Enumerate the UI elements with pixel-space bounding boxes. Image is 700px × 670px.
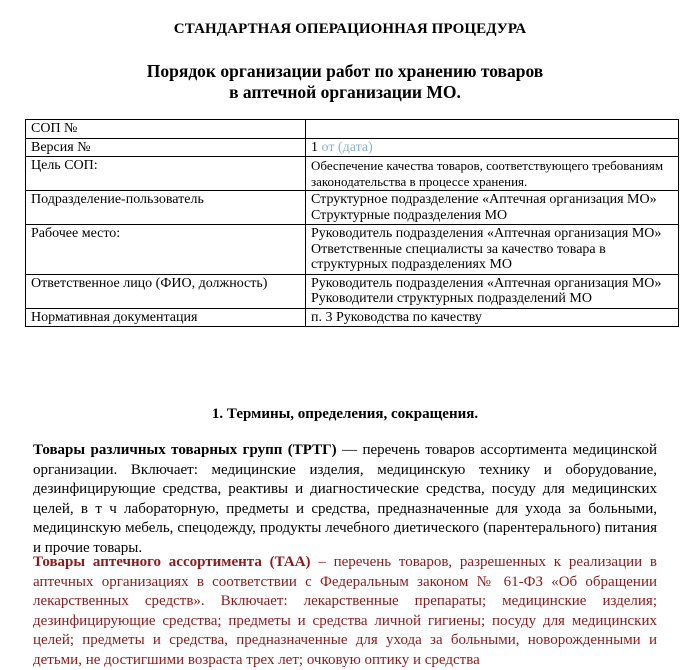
row-value-line: Руководители структурных подразделений МО	[311, 291, 592, 306]
document-subtitle	[0, 61, 690, 103]
row-label: Нормативная документация	[26, 308, 306, 327]
sop-metadata-table	[25, 119, 679, 327]
row-value: Обеспечение качества товаров, соответствующего требованиям законодательства в процессе хранения.	[306, 157, 679, 191]
row-label: СОП №	[26, 120, 306, 139]
definition-term: Товары аптечного ассортимента (ТАА)	[33, 554, 311, 570]
row-value	[306, 191, 679, 225]
row-value	[306, 138, 679, 157]
row-value	[306, 274, 679, 308]
subtitle-line-1: Порядок организации работ по хранению товаров	[146, 61, 544, 81]
table-row	[26, 120, 679, 139]
definition-text: — перечень товаров ассортимента медицинской организации. Включает: медицинские изделия, медицинскую технику и оборудование, дезинфицирующие средства, реактивы и диагностические средства, посуду для медицинских целей, в т ч лабораторную, предметы и средства, предназначенные для ухода за больными, медицинскую мебель, спецодежду, продукты лечебного диетического (парентерального) питания и прочие товары.	[33, 442, 658, 556]
row-label: Цель СОП:	[26, 157, 306, 191]
row-label: Подразделение-пользователь	[26, 191, 306, 225]
row-label: Рабочее место:	[26, 225, 306, 275]
section-heading: 1. Термины, определения, сокращения.	[211, 406, 479, 422]
definition-text: – перечень товаров, разрешенных к реализации в аптечных организациях в соответствии с Федеральным законом № 61-ФЗ «Об обращении лекарственных средств». Включает: лекарственные препараты; медицинские изделия; дезинфицирующие средства; предметы и средства личной гигиены; посуду для медицинских целей; предметы и средства, предназначенные для ухода за больными, новорожденными и детьми, не достигшими возраста трех лет; очковую оптику и средства	[33, 554, 658, 668]
subtitle-line-2: в аптечной организации МО.	[229, 82, 461, 102]
definition-term: Товары различных товарных групп (ТРТГ)	[33, 442, 337, 458]
version-date-note: от (дата)	[321, 139, 373, 155]
row-label: Версия №	[26, 138, 306, 157]
definition-paragraph	[33, 441, 657, 558]
table-row	[26, 274, 679, 308]
table-row	[26, 225, 679, 275]
document-title: СТАНДАРТНАЯ ОПЕРАЦИОННАЯ ПРОЦЕДУРА	[173, 21, 527, 37]
row-label: Ответственное лицо (ФИО, должность)	[26, 274, 306, 308]
table-row	[26, 191, 679, 225]
version-number: 1	[311, 139, 318, 155]
row-value-line: Ответственные специалисты за качество товара в структурных подразделениях МО	[311, 241, 606, 272]
table-row	[26, 308, 679, 327]
table-row	[26, 138, 679, 157]
row-value: п. 3 Руководства по качеству	[306, 308, 679, 327]
row-value-line: Руководитель подразделения «Аптечная организация МО»	[311, 226, 662, 241]
row-value-line: Структурные подразделения МО	[311, 207, 508, 223]
definition-paragraph-highlighted	[33, 553, 657, 670]
row-value-line: Руководитель подразделения «Аптечная организация МО»	[311, 275, 662, 291]
table-row	[26, 157, 679, 191]
row-value	[306, 225, 679, 275]
row-value	[306, 120, 679, 139]
row-value-line: Структурное подразделение «Аптечная организация МО»	[311, 192, 657, 207]
